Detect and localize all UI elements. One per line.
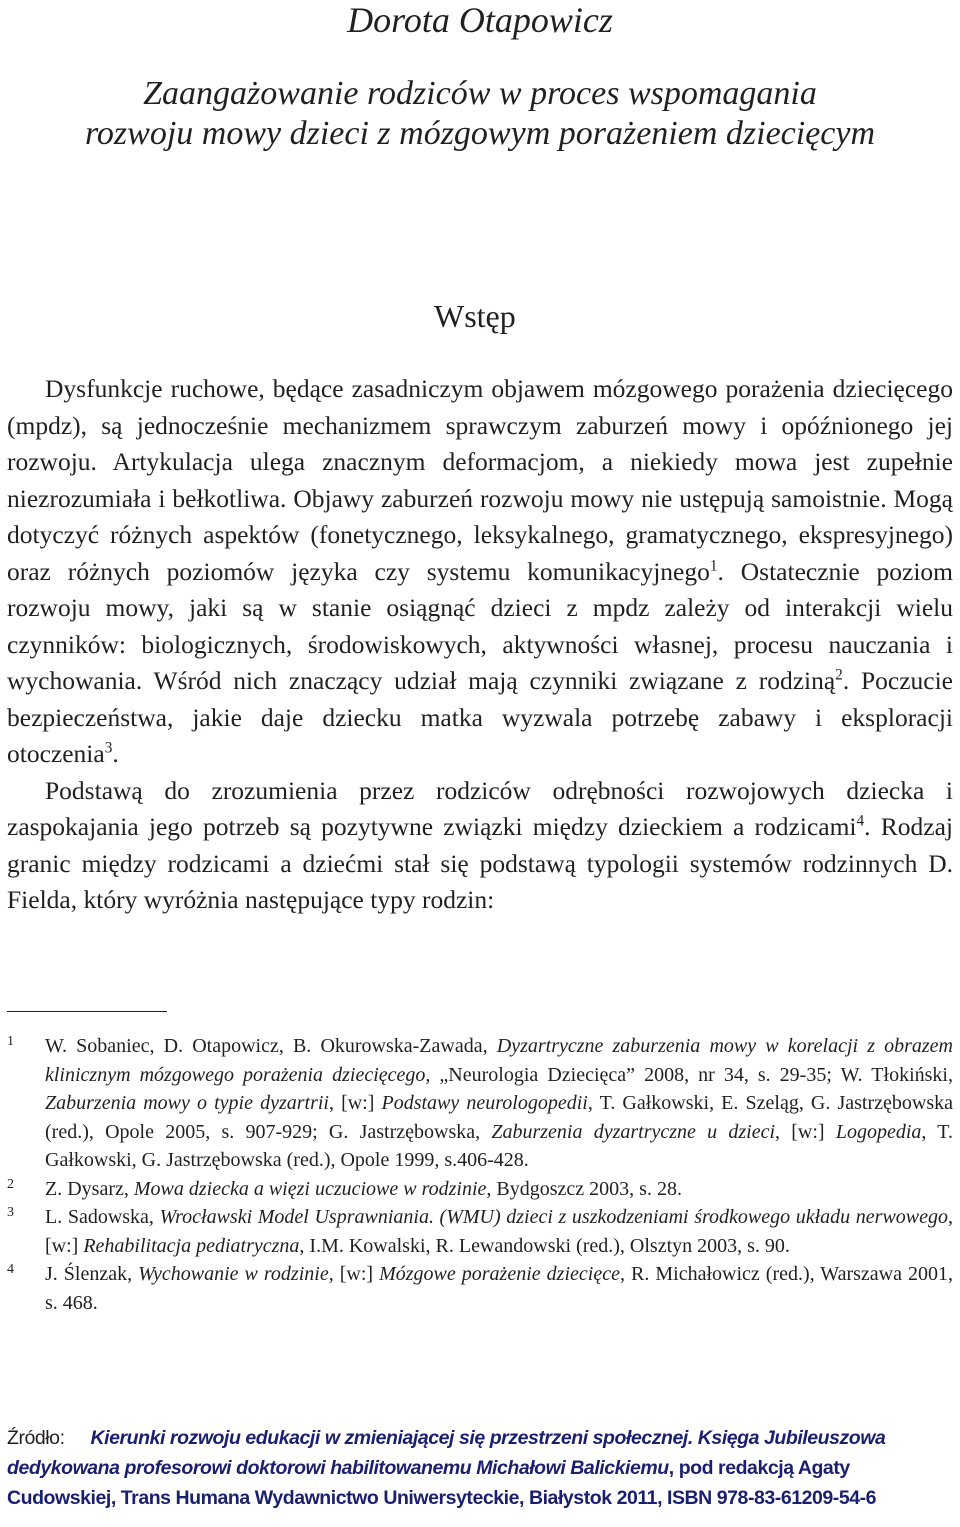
footnote-number: 1	[7, 1034, 14, 1049]
p2-text-1: Podstawą do zrozumienia przez rodziców odrębności rozwojowych dziecka i zaspokajania jego potrzeb są pozytywne związki między dzieckiem a rodzicami	[7, 775, 953, 841]
footnote-separator	[7, 1011, 167, 1012]
footnote-ref-3: 3	[104, 739, 113, 757]
footnote-text: Z. Dysarz, Mowa dziecka a więzi uczuciowe w rodzinie, Bydgoszcz 2003, s. 28.	[45, 1177, 682, 1200]
footnote-text: W. Sobaniec, D. Otapowicz, B. Okurowska-Zawada, Dyzartryczne zaburzenia mowy w korelacji z obrazem klinicznym mózgowego porażenia dziecięcego, „Neurologia Dziecięca” 2008, nr 34, s. 29-35; W. Tłokiński, Zaburzenia mowy o typie dyzartrii, [w:] Podstawy neurologopedii, T. Gałkowski, E. Szeląg, G. Jastrzębowska (red.), Opole 2005, s. 907-929; G. Jastrzębowska, Zaburzenia dyzartryczne u dzieci, [w:] Logopedia, T. Gałkowski, G. Jastrzębowska (red.), Opole 1999, s.406-428.	[45, 1035, 953, 1171]
footnote-2	[7, 1175, 953, 1204]
p1-text-4: .	[112, 739, 119, 768]
footnote-text: J. Ślenzak, Wychowanie w rodzinie, [w:] Mózgowe porażenie dziecięce, R. Michałowicz (red.), Warszawa 2001, s. 468.	[45, 1263, 953, 1314]
section-heading: Wstęp	[434, 298, 516, 334]
paragraph-1	[7, 371, 953, 773]
footnote-number: 2	[7, 1176, 14, 1192]
footnote-ref-1: 1	[709, 557, 718, 574]
title-line-1: Zaangażowanie rodziców w proces wspomagania	[143, 75, 817, 112]
footnote-1	[7, 1032, 953, 1175]
article-title	[0, 74, 960, 154]
footnote-ref-2: 2	[835, 666, 843, 684]
footnote-number: 3	[7, 1205, 14, 1220]
source-publication-details: , pod redakcją Agaty Cudowskiej, Trans Humana Wydawnictwo Uniwersyteckie, Białystok 2011, ISBN 978-83-61209-54-6	[7, 1457, 877, 1509]
source-citation	[7, 1423, 957, 1513]
author-name: Dorota Otapowicz	[347, 0, 613, 40]
p1-text-2: . Ostatecznie poziom rozwoju mowy, jaki są w stanie osiągnąć dzieci z mpdz zależy od interakcji wielu czynników: biologicznych, środowiskowych, aktywności własnej, procesu nauczania i wychowania. Wśród nich znaczący udział mają czynniki związane z rodziną	[7, 556, 953, 695]
paragraph-2	[7, 773, 953, 919]
footnotes	[7, 1032, 953, 1317]
p1-text-3: . Poczucie bezpieczeństwa, jakie daje dziecku matka wyzwala potrzebę zabawy i eksploracji otoczenia	[7, 666, 953, 768]
p1-text-1: Dysfunkcje ruchowe, będące zasadniczym objawem mózgowego porażenia dziecięcego (mpdz), są jednocześnie mechanizmem sprawczym zaburzeń mowy i opóźnionego jej rozwoju. Artykulacja ulega znacznym deformacjom, a niekiedy mowa jest zupełnie niezrozumiała i bełkotliwa. Objawy zaburzeń rozwoju mowy nie ustępują samoistnie. Mogą dotyczyć różnych aspektów (fonetycznego, leksykalnego, gramatycznego, ekspresyjnego) oraz różnych poziomów języka czy systemu komunikacyjnego	[7, 374, 953, 586]
body-text	[7, 371, 953, 919]
footnote-number: 4	[7, 1262, 14, 1277]
footnote-3	[7, 1203, 953, 1260]
footnote-text: L. Sadowska, Wrocławski Model Usprawniania. (WMU) dzieci z uszkodzeniami środkowego układu nerwowego, [w:] Rehabilitacja pediatryczna, I.M. Kowalski, R. Lewandowski (red.), Olsztyn 2003, s. 90.	[45, 1206, 954, 1257]
footnote-ref-4: 4	[856, 812, 865, 830]
title-line-2: rozwoju mowy dzieci z mózgowym porażeniem dziecięcym	[84, 115, 876, 152]
source-label: Źródło:	[7, 1427, 65, 1449]
source-book-title: Kierunki rozwoju edukacji w zmieniającej się przestrzeni społecznej. Księga Jubileuszowa dedykowana profesorowi doktorowi habilitowanemu Michałowi Balickiemu	[7, 1427, 886, 1479]
footnote-4	[7, 1260, 953, 1317]
p2-text-2: . Rodzaj granic między rodzicami a dziećmi stał się podstawą typologii systemów rodzinnych D. Fielda, który wyróżnia następujące typy rodzin:	[7, 812, 953, 914]
